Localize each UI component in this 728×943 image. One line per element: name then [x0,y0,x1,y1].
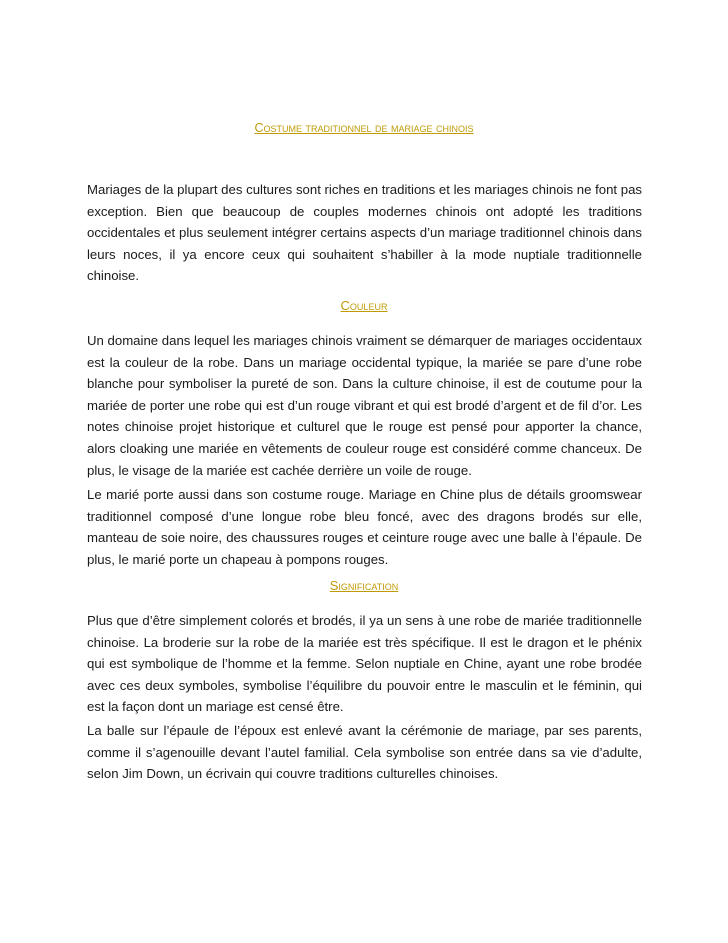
intro-paragraph: Mariages de la plupart des cultures sont riches en traditions et les mariages chinois ne font pas exception. Bien que beaucoup de couples modernes chinois ont adopté les traditions occidentales et plus seulement intégrer certains aspects d’un mariage traditionnel chinois dans leurs noces, il ya encore ceux qui souhaitent s’habiller à la mode nuptiale traditionnelle chinoise. [87,182,642,284]
couleur-paragraph-1: Un domaine dans lequel les mariages chinois vraiment se démarquer de mariages occidentaux est la couleur de la robe. Dans un mariage occidental typique, la mariée se pare d’une robe blanche pour symboliser la pureté de son. Dans la culture chinoise, il est de coutume pour la mariée de porter une robe qui est d’un rouge vibrant et qui est brodé d’argent et de fil d’or. Les notes chinoise projet historique et culturel que le rouge est pensé pour apporter la chance, alors cloaking une mariée en vêtements de couleur rouge est considéré comme chanceux. De plus, le visage de la mariée est cachée derrière un voile de rouge. [87,333,642,478]
document-title: Costume traditionnel de mariage chinois [254,121,474,135]
couleur-paragraph-2: Le marié porte aussi dans son costume rouge. Mariage en Chine plus de détails groomswear traditionnel composé d’une longue robe bleu foncé, avec des dragons brodés sur elle, manteau de soie noire, des chaussures rouges et ceinture rouge avec une balle à l’épaule. De plus, le marié porte un chapeau à pompons rouges. [87,487,642,567]
section-heading-couleur: Couleur [340,298,388,313]
section-heading-signification: Signification [329,578,399,593]
signification-paragraph-1: Plus que d’être simplement colorés et brodés, il ya un sens à une robe de mariée traditionnelle chinoise. La broderie sur la robe de la mariée est très spécifique. Il est le dragon et le phénix qui est symbolique de l’homme et la femme. Selon nuptiale en Chine, ayant une robe brodée avec ces deux symboles, symbolise l’équilibre du pouvoir entre le masculin et le féminin, qui est la façon dont un mariage est censé être. [87,613,642,715]
signification-paragraph-2: La balle sur l’épaule de l’époux est enlevé avant la cérémonie de mariage, par ses parents, comme il s’agenouille devant l’autel familial. Cela symbolise son entrée dans sa vie d’adulte, selon Jim Down, un écrivain qui couvre traditions culturelles chinoises. [87,723,642,782]
